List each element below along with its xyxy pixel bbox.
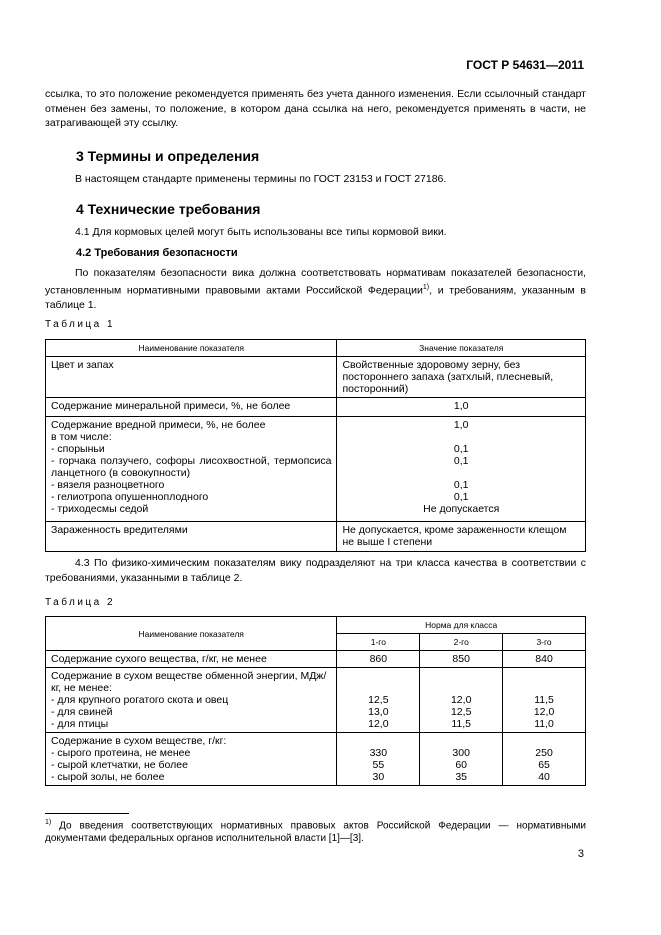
t2-cell-value: 300 60 35 <box>420 733 503 786</box>
table-row <box>46 668 586 733</box>
section-3-text: В настоящем стандарте применены термины по ГОСТ 23153 и ГОСТ 27186. <box>75 173 447 185</box>
t2-cell-value: 250 65 40 <box>503 733 586 786</box>
table-row <box>46 651 586 668</box>
t2-cell-value: 12,5 13,0 12,0 <box>337 668 420 733</box>
section-4-title: 4 Технические требования <box>76 201 261 217</box>
t2-cell-value: 11,5 12,0 11,0 <box>503 668 586 733</box>
table-2-caption: Таблица 2 <box>45 597 116 608</box>
footnote-text: До введения соответствующих нормативных правовых актов Российской Федерации — нормативными документами федеральных органов исполнительной власти [1]—[3]. <box>45 820 586 845</box>
t1-header-name: Наименование показателя <box>46 340 337 357</box>
t1-cell-value: 1,0 0,1 0,1 0,1 0,1 Не допускается <box>337 417 586 522</box>
clause-4-3: 4.3 По физико-химическим показателям вику подразделяют на три класса качества в соответствии с требованиями, указанными в таблице 2. <box>45 557 586 584</box>
table-1-caption: Таблица 1 <box>45 319 116 330</box>
document-id: ГОСТ Р 54631—2011 <box>466 58 584 72</box>
t2-cell-value: 330 55 30 <box>337 733 420 786</box>
footnote-marker: 1) <box>45 819 52 826</box>
t1-cell-value: Свойственные здоровому зерну, без постороннего запаха (затхлый, плесневый, посторонний) <box>337 357 586 398</box>
t2-header-name: Наименование показателя <box>46 617 337 651</box>
t2-header-class-3: 3-го <box>503 634 586 651</box>
table-2 <box>45 616 586 786</box>
t2-cell-name: Содержание в сухом веществе обменной энергии, МДж/кг, не менее: - для крупного рогатого скота и овец - для свиней - для птицы <box>46 668 337 733</box>
t2-header-class-1: 1-го <box>337 634 420 651</box>
clause-4-2-text: По показателям безопасности вика должна соответствовать нормативам показателей безопасности, установленным нормативными правовыми актами Российской Федерации$^{1)}$, и требованиям, указанным в таблице 1. <box>45 267 587 311</box>
t1-cell-value: 1,0 <box>337 398 586 417</box>
section-3-title: 3 Термины и определения <box>76 148 260 164</box>
t2-cell-value: 840 <box>503 651 586 668</box>
t1-cell-name: Содержание минеральной примеси, %, не более <box>46 398 337 417</box>
t2-header-class-2: 2-го <box>420 634 503 651</box>
table-row <box>46 398 586 417</box>
t2-cell-name: Содержание в сухом веществе, г/кг: - сырого протеина, не менее - сырой клетчатки, не более - сырой золы, не более <box>46 733 337 786</box>
table-row <box>46 417 586 522</box>
t1-cell-value: Не допускается, кроме зараженности клещом не выше I степени <box>337 522 586 552</box>
table-row <box>46 522 586 552</box>
table-row <box>46 357 586 398</box>
t2-cell-value: 860 <box>337 651 420 668</box>
footnote <box>45 816 586 845</box>
clause-4-2-title: 4.2 Требования безопасности <box>76 247 238 259</box>
footnote-divider <box>45 813 129 814</box>
intro-paragraph: ссылка, то это положение рекомендуется применять без учета данного изменения. Если ссылочный стандарт отменен без замены, то положение, в котором дана ссылка на него, рекомендуется применять в части, не затрагивающей эту ссылку. <box>45 88 586 129</box>
t1-header-value: Значение показателя <box>337 340 586 357</box>
footnote-ref: 1) <box>422 283 430 291</box>
t1-cell-name: Цвет и запах <box>46 357 337 398</box>
t2-cell-name: Содержание сухого вещества, г/кг, не менее <box>46 651 337 668</box>
t2-cell-value: 12,0 12,5 11,5 <box>420 668 503 733</box>
table-row <box>46 733 586 786</box>
clause-4-1: 4.1 Для кормовых целей могут быть использованы все типы кормовой вики. <box>75 226 447 238</box>
t1-cell-name: Зараженность вредителями <box>46 522 337 552</box>
t2-cell-value: 850 <box>420 651 503 668</box>
t1-cell-name: Содержание вредной примеси, %, не более в том числе: - спорыньи - горчака ползучего, софоры лисохвостной, термопсиса ланцетного (в совокупности) - вязеля разноцветного - гелиотропа опушенноплодного - триходесмы седой <box>46 417 337 522</box>
page-number: 3 <box>577 848 584 860</box>
table-1 <box>45 339 586 552</box>
t2-header-group: Норма для класса <box>337 617 586 634</box>
